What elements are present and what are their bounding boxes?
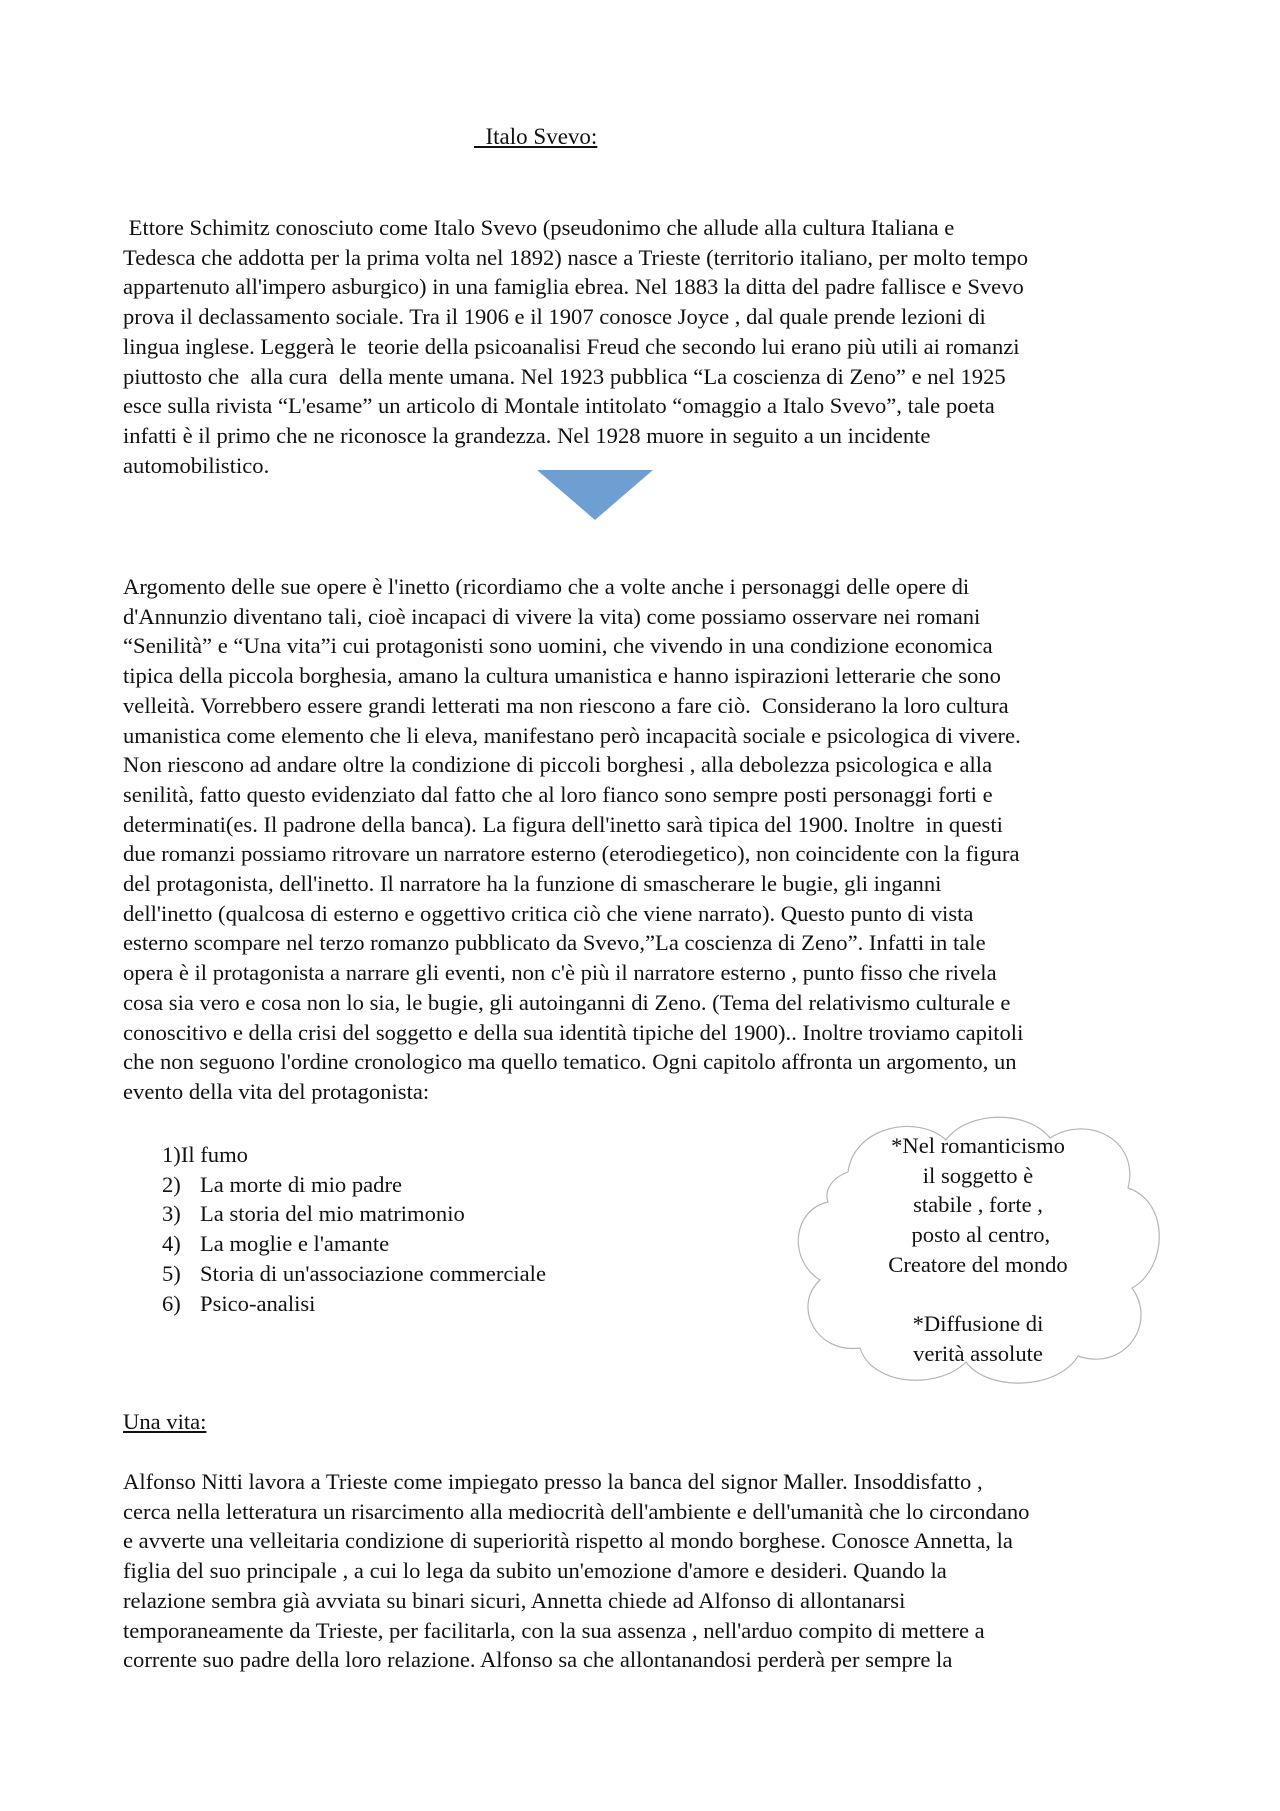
text-line: infatti è il primo che ne riconosce la grandezza. Nel 1928 muore in seguito a un incidente (123, 422, 931, 448)
cloud-note-line: stabile , forte , (913, 1192, 1043, 1218)
text-line: corrente suo padre della loro relazione. Alfonso sa che allontanandosi perderà per sempre la (123, 1647, 953, 1673)
text-line: relazione sembra già avviata su binari sicuri, Annetta chiede ad Alfonso di allontanarsi (123, 1587, 906, 1613)
list-label: La morte di mio padre (200, 1171, 403, 1197)
text-line: automobilistico. (123, 452, 270, 478)
list-label: La storia del mio matrimonio (200, 1201, 465, 1227)
intro-paragraph (123, 213, 1173, 480)
text-line: due romanzi possiamo ritrovare un narratore esterno (eterodiegetico), non coincidente con la figura (123, 841, 1020, 867)
list-item (162, 1170, 546, 1200)
chapter-list (162, 1140, 546, 1318)
list-label: La moglie e l'amante (200, 1231, 390, 1257)
text-line: determinati(es. Il padrone della banca). La figura dell'inetto sarà tipica del 1900. Inoltre in questi (123, 811, 1003, 837)
list-item (162, 1140, 546, 1170)
text-line: dell'inetto (qualcosa di esterno e oggettivo critica ciò che viene narrato). Questo punto di vista (123, 900, 974, 926)
text-line: e avverte una velleitaria condizione di superiorità rispetto al mondo borghese. Conosce Annetta, la (123, 1528, 1013, 1554)
text-line: del protagonista, dell'inetto. Il narratore ha la funzione di smascherare le bugie, gli inganni (123, 871, 942, 897)
text-line: Ettore Schimitz conosciuto come Italo Svevo (pseudonimo che allude alla cultura Italiana e (123, 215, 955, 240)
list-item (162, 1259, 546, 1289)
text-line: Argomento delle sue opere è l'inetto (ricordiamo che a volte anche i personaggi delle opere di (123, 574, 970, 599)
list-label: Psico-analisi (200, 1290, 316, 1316)
list-number: 3) (162, 1201, 181, 1227)
list-number: 6) (162, 1290, 181, 1316)
text-line: cosa sia vero e cosa non lo sia, le bugie, gli autoinganni di Zeno. (Tema del relativismo culturale e (123, 989, 1011, 1015)
cloud-note-line: il soggetto è (922, 1162, 1034, 1188)
text-line: umanistica come elemento che li eleva, manifestano però incapacità sociale e psicologica di vivere. (123, 722, 1021, 748)
text-line: Non riescono ad andare oltre la condizione di piccoli borghesi , alla debolezza psicologica e alla (123, 752, 993, 778)
cloud-note-line: *Diffusione di (912, 1311, 1044, 1337)
cloud-note-line: Creatore del mondo (888, 1251, 1068, 1277)
cloud-note-line: *Nel romanticismo (891, 1133, 1065, 1158)
list-number: 1) (162, 1142, 181, 1167)
text-line: lingua inglese. Leggerà le teorie della psicoanalisi Freud che secondo lui erano più utili ai romanzi (123, 333, 1020, 359)
inetto-paragraph (123, 572, 1173, 1107)
list-item (162, 1229, 546, 1259)
una-vita-paragraph (123, 1467, 1173, 1675)
text-line: che non seguono l'ordine cronologico ma quello tematico. Ogni capitolo affronta un argomento, un (123, 1049, 1017, 1075)
cloud-note-spacer (838, 1280, 1118, 1310)
text-line: figlia del suo principale , a cui lo lega da subito un'emozione d'amore e desideri. Quando la (123, 1558, 947, 1584)
list-item (162, 1199, 546, 1229)
document-title: Italo Svevo: (474, 124, 598, 149)
cloud-note (838, 1131, 1118, 1369)
text-line: senilità, fatto questo evidenziato dal fatto che al loro fianco sono sempre posti personaggi forti e (123, 781, 993, 807)
text-line: conoscitivo e della crisi del soggetto e della sua identità tipiche del 1900).. Inoltre troviamo capitoli (123, 1019, 1024, 1045)
text-line: velleità. Vorrebbero essere grandi letterati ma non riescono a fare ciò. Considerano la loro cultura (123, 692, 1009, 718)
down-arrow-shape (537, 470, 653, 520)
cloud-note-line: posto al centro, (905, 1222, 1051, 1248)
text-line: cerca nella letteratura un risarcimento alla mediocrità dell'ambiente e dell'umanità che lo circondano (123, 1498, 1030, 1524)
text-line: esce sulla rivista “L'esame” un articolo di Montale intitolato “omaggio a Italo Svevo”, tale poeta (123, 393, 995, 419)
list-label: Il fumo (180, 1142, 248, 1167)
text-line: “Senilità” e “Una vita”i cui protagonisti sono uomini, che vivendo in una condizione economica (123, 633, 993, 659)
text-line: d'Annunzio diventano tali, cioè incapaci di vivere la vita) come possiamo osservare nei romani (123, 603, 981, 629)
text-line: esterno scompare nel terzo romanzo pubblicato da Svevo,”La coscienza di Zeno”. Infatti in tale (123, 930, 986, 956)
text-line: piuttosto che alla cura della mente umana. Nel 1923 pubblica “La coscienza di Zeno” e nel 1925 (123, 363, 1006, 389)
text-line: appartenuto all'impero asburgico) in una famiglia ebrea. Nel 1883 la ditta del padre fallisce e Svevo (123, 274, 1024, 300)
text-line: temporaneamente da Trieste, per facilitarla, con la sua assenza , nell'arduo compito di mettere a (123, 1617, 985, 1643)
text-line: opera è il protagonista a narrare gli eventi, non c'è più il narratore esterno , punto fisso che rivela (123, 960, 997, 986)
cloud-note-line: verità assolute (913, 1340, 1043, 1366)
list-number: 4) (162, 1231, 181, 1257)
list-label: Storia di un'associazione commerciale (200, 1260, 546, 1286)
list-number: 2) (162, 1171, 181, 1197)
list-number: 5) (162, 1260, 181, 1286)
text-line: Tedesca che addotta per la prima volta nel 1892) nasce a Trieste (territorio italiano, per molto tempo (123, 244, 1029, 270)
text-line: prova il declassamento sociale. Tra il 1906 e il 1907 conosce Joyce , dal quale prende lezioni di (123, 304, 986, 330)
text-line: Alfonso Nitti lavora a Trieste come impiegato presso la banca del signor Maller. Insoddisfatto , (123, 1469, 983, 1494)
text-line: evento della vita del protagonista: (123, 1078, 430, 1104)
section-heading-una-vita: Una vita: (123, 1409, 207, 1434)
list-item (162, 1289, 546, 1319)
text-line: tipica della piccola borghesia, amano la cultura umanistica e hanno ispirazioni letterarie che sono (123, 663, 1001, 689)
